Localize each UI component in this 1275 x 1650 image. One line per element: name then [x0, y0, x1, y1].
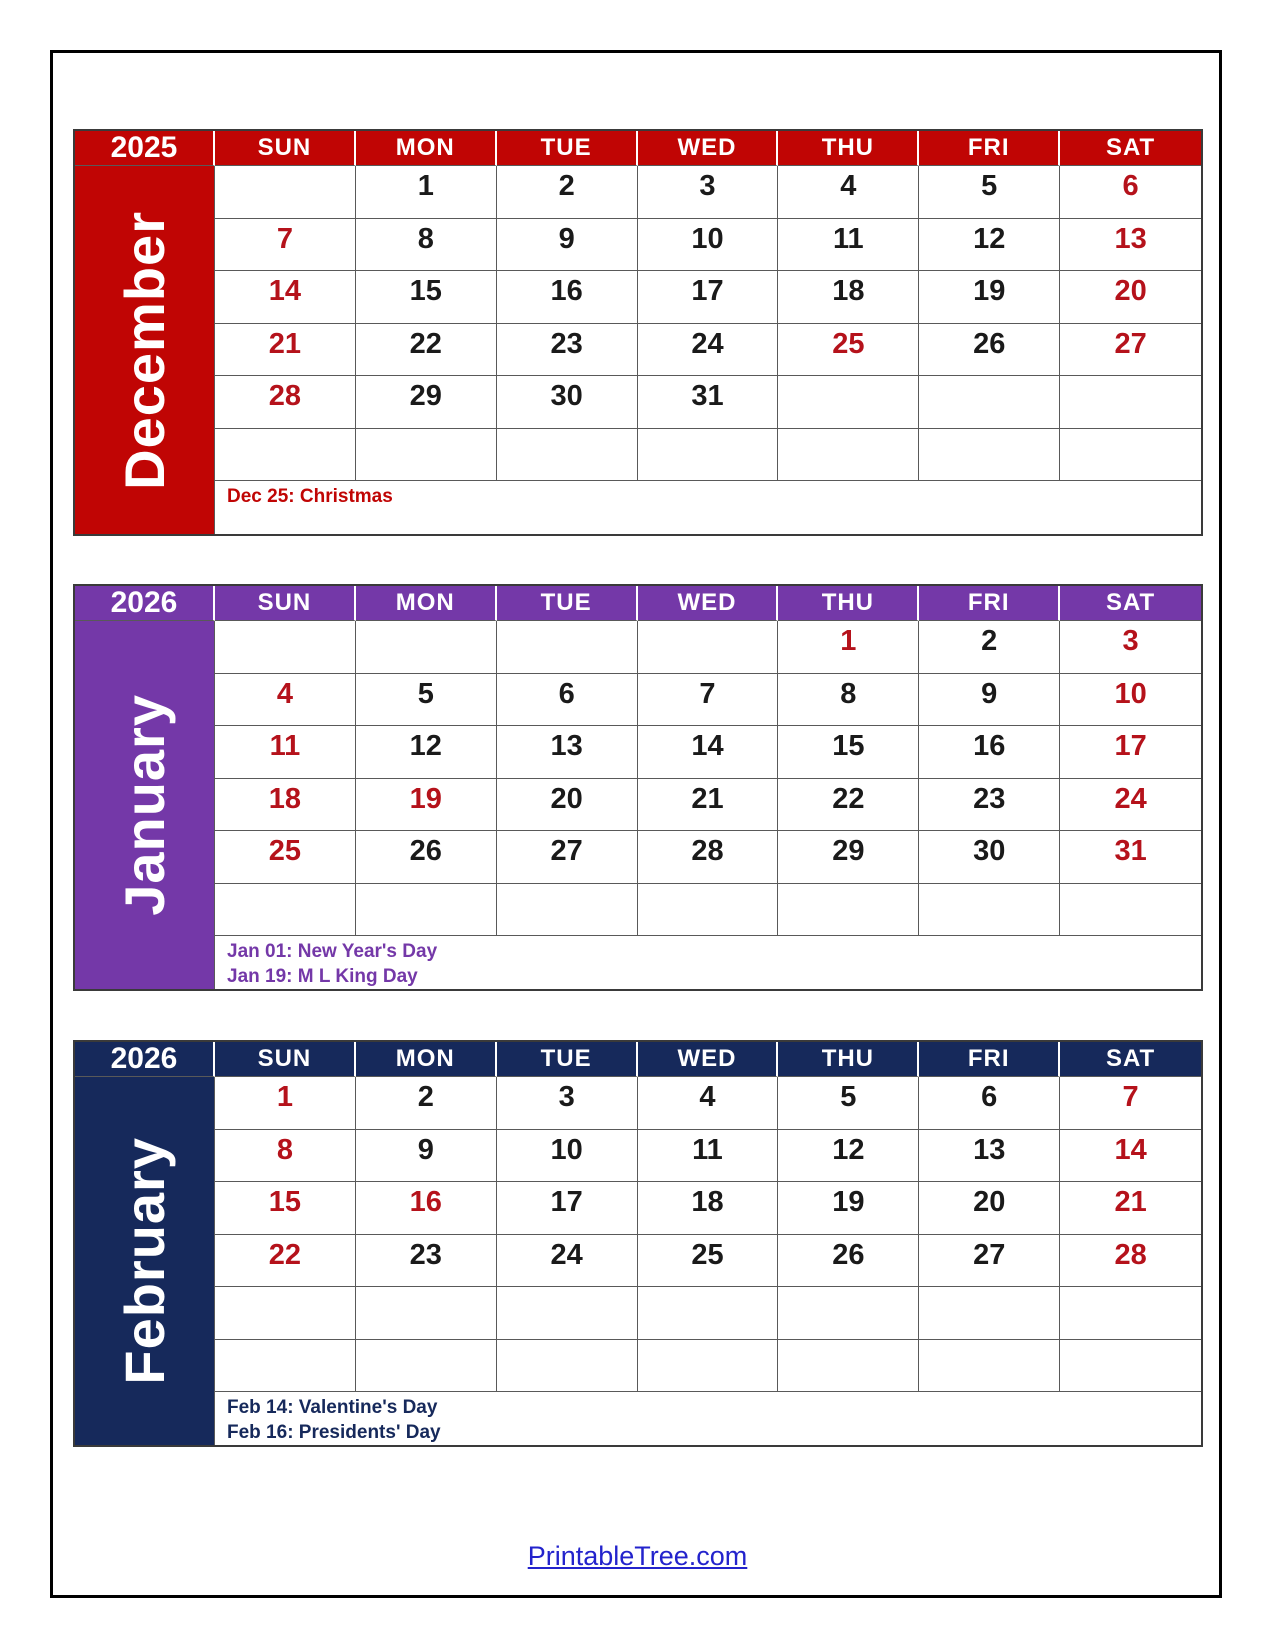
date-cell: 9 — [497, 219, 638, 272]
date-cell: 27 — [1060, 324, 1201, 377]
date-cell: 23 — [919, 779, 1060, 832]
date-cell — [497, 621, 638, 674]
date-cell — [215, 1340, 356, 1393]
date-cell — [215, 429, 356, 482]
date-cell — [1060, 376, 1201, 429]
date-cell: 17 — [497, 1182, 638, 1235]
date-cell: 1 — [215, 1077, 356, 1130]
date-cell: 6 — [1060, 166, 1201, 219]
date-cell: 25 — [638, 1235, 779, 1288]
date-cell: 5 — [356, 674, 497, 727]
weekday-header: WED — [638, 131, 779, 166]
year-label: 2025 — [75, 131, 215, 166]
date-cell — [497, 884, 638, 937]
date-cell: 2 — [356, 1077, 497, 1130]
date-cell: 19 — [356, 779, 497, 832]
date-cell: 2 — [497, 166, 638, 219]
month-name-label: February — [113, 1137, 176, 1385]
weekday-header: THU — [778, 586, 919, 621]
weekday-header: WED — [638, 1042, 779, 1077]
date-cell — [497, 429, 638, 482]
month-banner — [75, 166, 215, 534]
date-cell: 22 — [215, 1235, 356, 1288]
weekday-header: SUN — [215, 1042, 356, 1077]
calendar-month-december — [73, 129, 1203, 536]
date-cell — [919, 376, 1060, 429]
weekday-header: TUE — [497, 586, 638, 621]
date-cell: 30 — [497, 376, 638, 429]
date-cell: 13 — [919, 1130, 1060, 1183]
date-cell: 11 — [638, 1130, 779, 1183]
date-cell: 24 — [497, 1235, 638, 1288]
date-cell — [1060, 429, 1201, 482]
weekday-header: SAT — [1060, 131, 1201, 166]
date-cell — [356, 1340, 497, 1393]
month-banner — [75, 621, 215, 989]
weekday-header: FRI — [919, 1042, 1060, 1077]
weekday-header: SAT — [1060, 1042, 1201, 1077]
weekday-header: FRI — [919, 586, 1060, 621]
date-cell — [638, 621, 779, 674]
date-cell: 18 — [638, 1182, 779, 1235]
date-cell: 17 — [638, 271, 779, 324]
date-cell: 10 — [497, 1130, 638, 1183]
date-cell: 6 — [497, 674, 638, 727]
date-cell — [497, 1340, 638, 1393]
month-name-label: December — [113, 210, 176, 490]
weekday-header: THU — [778, 1042, 919, 1077]
date-cell: 18 — [215, 779, 356, 832]
date-cell — [919, 1287, 1060, 1340]
date-cell — [638, 884, 779, 937]
date-cell — [638, 1340, 779, 1393]
date-cell: 24 — [1060, 779, 1201, 832]
holiday-notes — [215, 1392, 1201, 1445]
date-cell — [497, 1287, 638, 1340]
date-cell — [778, 376, 919, 429]
weekday-header: MON — [356, 586, 497, 621]
date-cell: 16 — [497, 271, 638, 324]
holiday-notes — [215, 481, 1201, 534]
weekday-header: THU — [778, 131, 919, 166]
calendar-month-february — [73, 1040, 1203, 1447]
weekday-header: SAT — [1060, 586, 1201, 621]
date-cell: 28 — [1060, 1235, 1201, 1288]
date-cell: 26 — [778, 1235, 919, 1288]
date-cell — [215, 1287, 356, 1340]
weekday-header: TUE — [497, 1042, 638, 1077]
date-cell: 4 — [778, 166, 919, 219]
date-cell: 10 — [638, 219, 779, 272]
weekday-header: MON — [356, 131, 497, 166]
date-cell: 9 — [919, 674, 1060, 727]
date-cell — [215, 621, 356, 674]
date-cell — [778, 429, 919, 482]
date-cell: 15 — [356, 271, 497, 324]
date-cell — [215, 166, 356, 219]
holiday-note: Dec 25: Christmas — [227, 486, 393, 507]
date-cell: 7 — [215, 219, 356, 272]
date-cell: 1 — [356, 166, 497, 219]
date-cell — [778, 1287, 919, 1340]
date-cell — [356, 429, 497, 482]
date-cell: 15 — [778, 726, 919, 779]
date-cell: 11 — [778, 219, 919, 272]
date-cell: 8 — [778, 674, 919, 727]
weekday-header: WED — [638, 586, 779, 621]
date-cell — [1060, 1340, 1201, 1393]
date-cell: 27 — [497, 831, 638, 884]
date-cell — [778, 884, 919, 937]
date-cell: 5 — [919, 166, 1060, 219]
date-cell — [919, 1340, 1060, 1393]
date-cell: 4 — [638, 1077, 779, 1130]
date-cell — [356, 621, 497, 674]
date-cell: 10 — [1060, 674, 1201, 727]
date-cell: 26 — [919, 324, 1060, 377]
date-cell: 12 — [919, 219, 1060, 272]
date-cell: 22 — [778, 779, 919, 832]
date-cell: 26 — [356, 831, 497, 884]
weekday-header: TUE — [497, 131, 638, 166]
date-cell: 16 — [919, 726, 1060, 779]
date-cell — [638, 1287, 779, 1340]
calendar-month-january — [73, 584, 1203, 991]
weekday-header: SUN — [215, 586, 356, 621]
date-cell: 29 — [778, 831, 919, 884]
date-cell: 3 — [638, 166, 779, 219]
date-cell: 8 — [215, 1130, 356, 1183]
footer-link[interactable]: PrintableTree.com — [527, 1541, 748, 1571]
date-cell: 13 — [497, 726, 638, 779]
date-cell: 16 — [356, 1182, 497, 1235]
holiday-note: Feb 14: Valentine's Day — [227, 1397, 438, 1418]
date-cell: 4 — [215, 674, 356, 727]
date-cell: 2 — [919, 621, 1060, 674]
date-cell: 21 — [215, 324, 356, 377]
date-cell: 13 — [1060, 219, 1201, 272]
holiday-note: Jan 01: New Year's Day — [227, 941, 438, 962]
date-cell: 31 — [638, 376, 779, 429]
date-cell: 5 — [778, 1077, 919, 1130]
date-cell — [1060, 1287, 1201, 1340]
date-cell: 25 — [215, 831, 356, 884]
date-cell: 30 — [919, 831, 1060, 884]
weekday-header: SUN — [215, 131, 356, 166]
date-cell: 28 — [638, 831, 779, 884]
holiday-notes — [215, 936, 1201, 989]
date-cell: 19 — [919, 271, 1060, 324]
date-cell: 12 — [356, 726, 497, 779]
year-label: 2026 — [75, 1042, 215, 1077]
date-cell: 25 — [778, 324, 919, 377]
date-cell: 21 — [638, 779, 779, 832]
footer — [0, 1541, 1275, 1572]
year-label: 2026 — [75, 586, 215, 621]
date-cell — [638, 429, 779, 482]
date-cell — [1060, 884, 1201, 937]
date-cell — [778, 1340, 919, 1393]
date-cell: 18 — [778, 271, 919, 324]
date-cell: 14 — [1060, 1130, 1201, 1183]
holiday-note: Jan 19: M L King Day — [227, 966, 418, 987]
date-cell: 3 — [497, 1077, 638, 1130]
date-cell: 31 — [1060, 831, 1201, 884]
date-cell: 3 — [1060, 621, 1201, 674]
date-cell — [919, 429, 1060, 482]
date-cell — [356, 884, 497, 937]
date-cell: 9 — [356, 1130, 497, 1183]
date-cell: 23 — [497, 324, 638, 377]
date-cell: 20 — [1060, 271, 1201, 324]
date-cell: 6 — [919, 1077, 1060, 1130]
date-cell: 28 — [215, 376, 356, 429]
date-cell: 27 — [919, 1235, 1060, 1288]
date-cell: 7 — [1060, 1077, 1201, 1130]
date-cell: 11 — [215, 726, 356, 779]
date-cell: 20 — [919, 1182, 1060, 1235]
month-banner — [75, 1077, 215, 1445]
date-cell — [215, 884, 356, 937]
date-cell: 14 — [215, 271, 356, 324]
month-name-label: January — [113, 694, 176, 916]
date-cell: 14 — [638, 726, 779, 779]
date-cell: 17 — [1060, 726, 1201, 779]
date-cell: 19 — [778, 1182, 919, 1235]
date-cell — [919, 884, 1060, 937]
date-cell: 21 — [1060, 1182, 1201, 1235]
date-cell: 15 — [215, 1182, 356, 1235]
date-cell: 20 — [497, 779, 638, 832]
date-cell: 7 — [638, 674, 779, 727]
date-cell: 23 — [356, 1235, 497, 1288]
date-cell: 12 — [778, 1130, 919, 1183]
date-cell: 22 — [356, 324, 497, 377]
date-cell: 24 — [638, 324, 779, 377]
weekday-header: MON — [356, 1042, 497, 1077]
date-cell: 1 — [778, 621, 919, 674]
date-cell: 8 — [356, 219, 497, 272]
weekday-header: FRI — [919, 131, 1060, 166]
date-cell: 29 — [356, 376, 497, 429]
date-cell — [356, 1287, 497, 1340]
holiday-note: Feb 16: Presidents' Day — [227, 1422, 441, 1443]
